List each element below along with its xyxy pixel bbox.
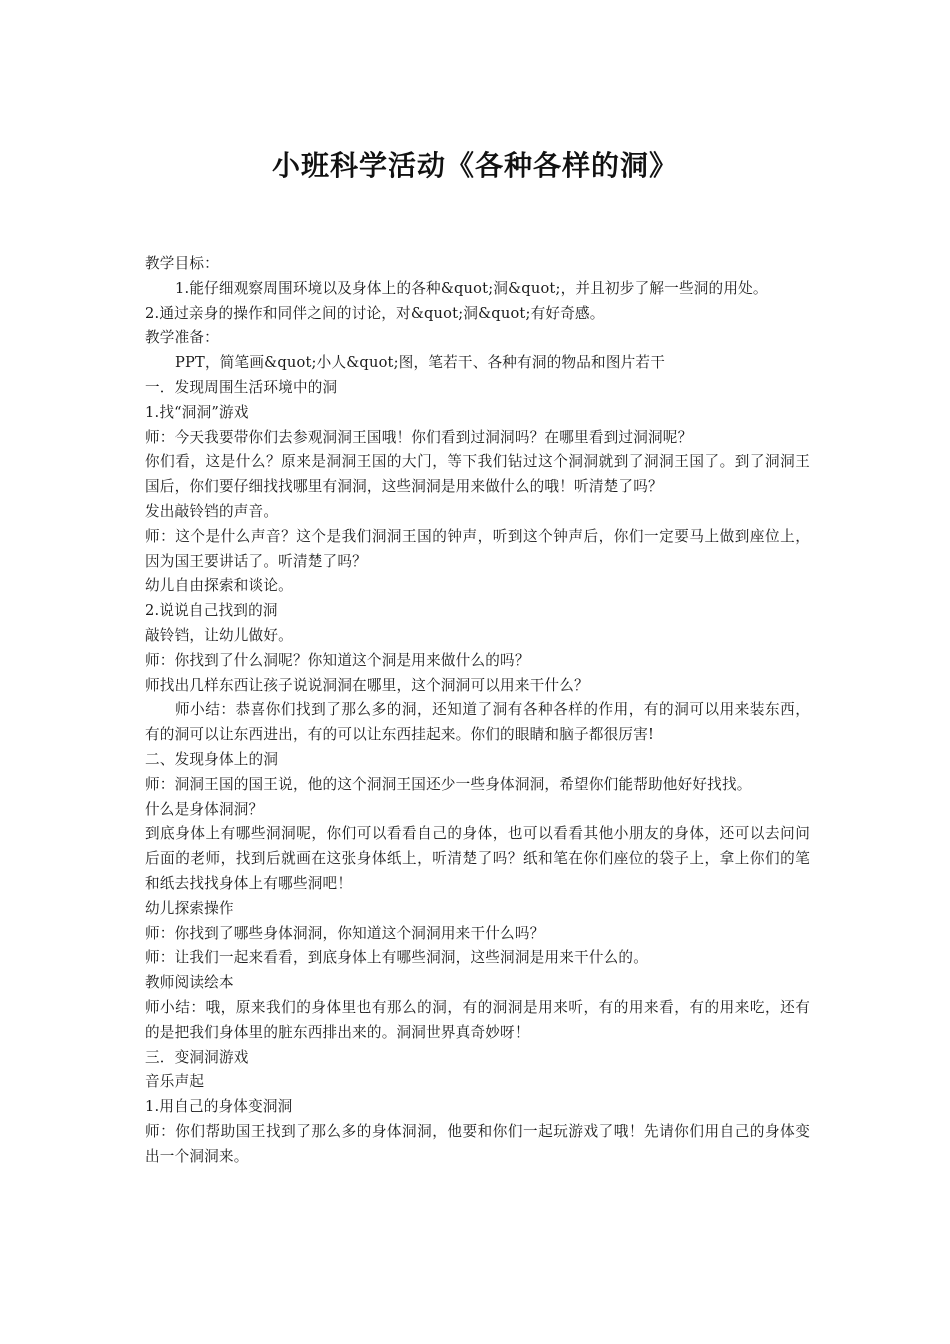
paragraph: 2.通过亲身的操作和同伴之间的讨论，对&quot;洞&quot;有好奇感。 [145,304,605,322]
paragraph: 教学目标： [145,255,219,272]
paragraph: 音乐声起 [145,1073,205,1091]
paragraph: 到底身体上有哪些洞洞呢，你们可以看看自己的身体，也可以看看其他小朋友的身体，还可以去问问后面的老师，找到后就画在这张身体纸上，听清楚了吗？纸和笔在你们座位的袋子上，拿上你们的笔和纸去找找身体上有哪些洞吧！ [145,825,810,892]
paragraph: 教师阅读绘本 [145,974,234,992]
paragraph: 师：你找到了什么洞呢？你知道这个洞是用来做什么的吗？ [145,651,530,669]
paragraph: 师：洞洞王国的国王说，他的这个洞洞王国还少一些身体洞洞，希望你们能帮助他好好找找。 [145,775,752,793]
paragraph: 1.能仔细观察周围环境以及身体上的各种&quot;洞&quot;，并且初步了解一些洞的用处。 [175,279,768,297]
paragraph: 师：你找到了哪些身体洞洞，你知道这个洞洞用来干什么吗？ [145,924,545,942]
paragraph: 师：你们帮助国王找到了那么多的身体洞洞，他要和你们一起玩游戏了哦！先请你们用自己的身体变出一个洞洞来。 [145,1122,810,1165]
paragraph: 你们看，这是什么？原来是洞洞王国的大门，等下我们钻过这个洞洞就到了洞洞王国了。到了洞洞王国后，你们要仔细找找哪里有洞洞，这些洞洞是用来做什么的哦！听清楚了吗？ [145,453,810,496]
paragraph: 敲铃铛，让幼儿做好。 [145,626,293,644]
paragraph: 一．发现周围生活环境中的洞 [145,378,338,396]
paragraph: 三．变洞洞游戏 [145,1048,249,1066]
paragraph: PPT，简笔画&quot;小人&quot;图，笔若干、各种有洞的物品和图片若干 [175,354,666,372]
paragraph: 幼儿自由探索和谈论。 [145,577,293,595]
paragraph: 发出敲铃铛的声音。 [145,502,279,520]
paragraph: 师：今天我要带你们去参观洞洞王国哦！你们看到过洞洞吗？在哪里看到过洞洞呢？ [145,428,693,446]
paragraph: 师：让我们一起来看看，到底身体上有哪些洞洞，这些洞洞是用来干什么的。 [145,949,648,967]
paragraph: 师小结：恭喜你们找到了那么多的洞，还知道了洞有各种各样的作用，有的洞可以用来装东西，有的洞可以让东西进出，有的可以让东西挂起来。你们的眼睛和脑子都很厉害! [145,701,810,744]
paragraph: 教学准备： [145,329,219,347]
paragraph: 1.用自己的身体变洞洞 [145,1098,293,1116]
paragraph: 幼儿探索操作 [145,899,234,917]
paragraph: 1.找“洞洞”游戏 [145,403,249,421]
paragraph: 师：这个是什么声音？这个是我们洞洞王国的钟声，听到这个钟声后，你们一定要马上做到座位上，因为国王要讲话了。听清楚了吗？ [145,527,810,570]
paragraph: 师找出几样东西让孩子说说洞洞在哪里，这个洞洞可以用来干什么？ [145,676,589,694]
paragraph: 二、发现身体上的洞 [145,750,279,768]
document-title: 小班科学活动《各种各样的洞》 [271,149,678,182]
paragraph: 什么是身体洞洞？ [145,800,264,818]
document-body [145,252,810,1169]
paragraph: 师小结：哦，原来我们的身体里也有那么的洞，有的洞洞是用来听，有的用来看，有的用来吃，还有的是把我们身体里的脏东西排出来的。洞洞世界真奇妙呀！ [145,998,810,1041]
paragraph: 2.说说自己找到的洞 [145,602,278,620]
